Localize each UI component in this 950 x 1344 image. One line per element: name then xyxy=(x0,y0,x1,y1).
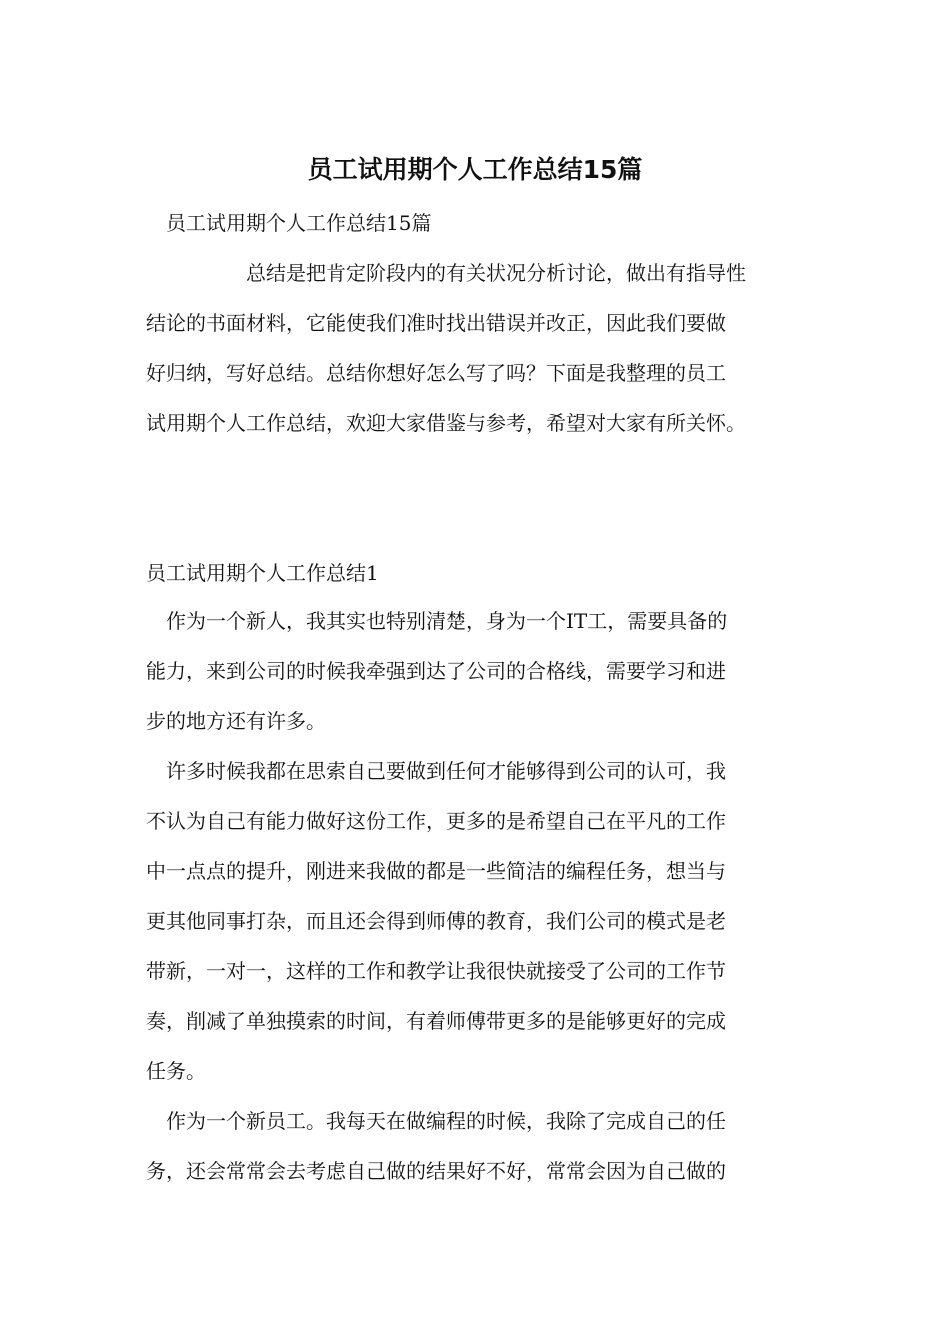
paragraph-line: 务，还会常常会去考虑自己做的结果好不好，常常会因为自己做的 xyxy=(146,1159,726,1183)
section-heading: 员工试用期个人工作总结1 xyxy=(146,561,379,585)
paragraph-line: 许多时候我都在思索自己要做到任何才能够得到公司的认可，我 xyxy=(166,759,726,783)
intro-line: 好归纳，写好总结。总结你想好怎么写了吗？下面是我整理的员工 xyxy=(146,361,726,385)
intro-line: 结论的书面材料，它能使我们准时找出错误并改正，因此我们要做 xyxy=(146,311,726,335)
paragraph-line: 作为一个新员工。我每天在做编程的时候，我除了完成自己的任 xyxy=(166,1109,726,1133)
paragraph-line: 奏，削减了单独摸索的时间，有着师傅带更多的是能够更好的完成 xyxy=(146,1009,726,1033)
paragraph-line: 任务。 xyxy=(146,1059,206,1083)
paragraph-line: 带新，一对一，这样的工作和教学让我很快就接受了公司的工作节 xyxy=(146,959,726,983)
intro-line: 总结是把肯定阶段内的有关状况分析讨论，做出有指导性 xyxy=(246,261,746,285)
paragraph-line: 更其他同事打杂，而且还会得到师傅的教育，我们公司的模式是老 xyxy=(146,909,726,933)
paragraph-line: 能力，来到公司的时候我牵强到达了公司的合格线，需要学习和进 xyxy=(146,659,726,683)
document-subtitle: 员工试用期个人工作总结15篇 xyxy=(166,211,432,235)
paragraph-line: 中一点点的提升，刚进来我做的都是一些简洁的编程任务，想当与 xyxy=(146,859,726,883)
intro-line: 试用期个人工作总结，欢迎大家借鉴与参考，希望对大家有所关怀。 xyxy=(146,411,746,435)
paragraph-line: 步的地方还有许多。 xyxy=(146,709,326,733)
paragraph-line: 作为一个新人，我其实也特别清楚，身为一个IT工，需要具备的 xyxy=(166,609,728,633)
document-title: 员工试用期个人工作总结15篇 xyxy=(307,155,643,184)
paragraph-line: 不认为自己有能力做好这份工作，更多的是希望自己在平凡的工作 xyxy=(146,809,726,833)
